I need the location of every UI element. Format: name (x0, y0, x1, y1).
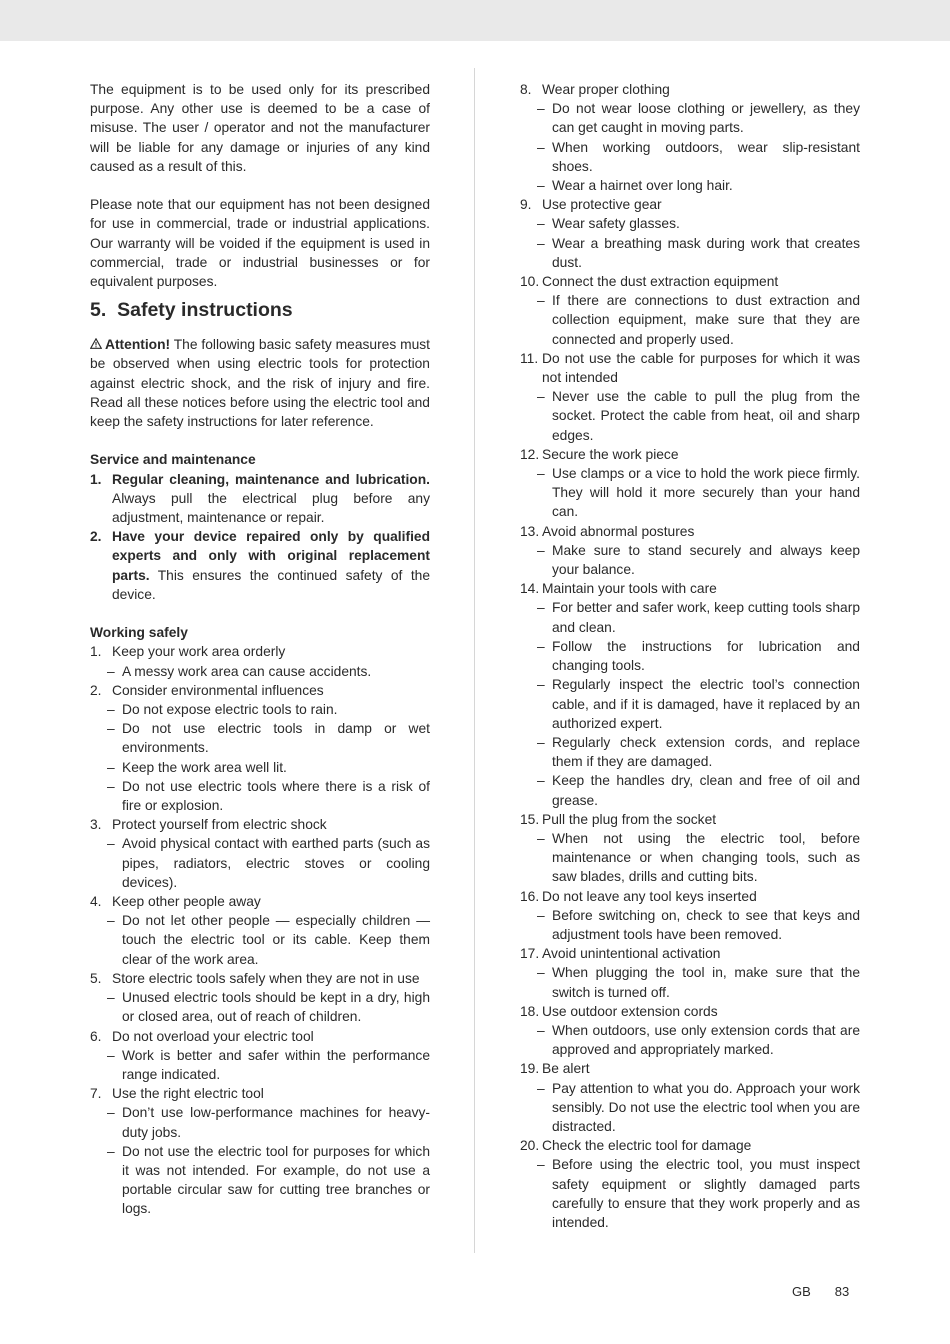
working-item (520, 272, 860, 349)
right-column (520, 80, 860, 1232)
working-item-header (520, 522, 860, 541)
working-subitem-text: A messy work area can cause accidents. (122, 663, 372, 679)
working-item-title: Keep your work area orderly (112, 644, 286, 660)
working-item-header (90, 681, 430, 700)
working-subitem-text: Keep the work area well lit. (122, 759, 287, 775)
working-item-number: 2. (90, 682, 102, 698)
dash-marker: – (107, 721, 115, 737)
working-item-number: 20. (520, 1138, 540, 1154)
working-item (520, 944, 860, 1002)
working-item (520, 579, 860, 809)
service-item-text: Always pull the electrical plug before any adjustment, maintenance or repair. (112, 490, 430, 526)
working-subitem (520, 291, 860, 349)
working-subitem-text: Don’t use low-performance machines for heavy-duty jobs. (122, 1105, 430, 1140)
working-item (520, 349, 860, 445)
working-subitem (520, 771, 860, 809)
dash-marker: – (537, 1022, 545, 1038)
working-item-number: 14. (520, 581, 540, 597)
warning-triangle-icon (90, 335, 105, 354)
working-item (90, 815, 430, 892)
working-subitem (90, 777, 430, 815)
working-subitem-text: Before switching on, check to see that keys and adjustment tools have been removed. (552, 907, 860, 942)
service-item-number: 1. (90, 471, 102, 487)
dash-marker: – (537, 677, 545, 693)
working-subitem (520, 214, 860, 233)
working-item-number: 8. (520, 82, 532, 97)
working-item-header (90, 1027, 430, 1046)
working-item (520, 1136, 860, 1232)
working-subitem-text: Wear safety glasses. (552, 216, 680, 232)
dash-marker: – (537, 1157, 545, 1173)
section-title: Safety instructions (117, 299, 293, 322)
working-subitem (520, 387, 860, 445)
working-item-number: 6. (90, 1028, 102, 1044)
working-item-title: Do not overload your electric tool (112, 1028, 314, 1044)
section-heading (90, 291, 430, 335)
dash-marker: – (537, 293, 545, 309)
working-subitem (90, 1046, 430, 1084)
working-subitem (90, 1103, 430, 1141)
working-item-title: Avoid abnormal postures (542, 523, 695, 539)
working-subitem-text: Keep the handles dry, clean and free of oil and grease. (552, 773, 860, 808)
working-item (520, 522, 860, 580)
dash-marker: – (537, 216, 545, 232)
working-item-header (520, 195, 860, 214)
intro-paragraph-1: The equipment is to be used only for its prescribed purpose. Any other use is deemed to be a case of misuse. The user / operator and not the manufacturer will be liable for any damage or injuries of any kind caused as a result of this. (90, 82, 430, 174)
working-subitem (520, 906, 860, 944)
working-item-title: Avoid unintentional activation (542, 946, 721, 962)
working-subitem-text: Regularly inspect the electric tool’s connection cable, and if it is damaged, have it replaced by an authorized expert. (552, 677, 860, 731)
dash-marker: – (537, 638, 545, 654)
working-subitem-text: Never use the cable to pull the plug from the socket. Protect the cable from heat, oil and sharp edges. (552, 389, 860, 443)
working-subitem-text: Avoid physical contact with earthed parts (such as pipes, radiators, electric stoves or cooling devices). (122, 836, 430, 890)
working-subitem (520, 675, 860, 733)
working-subitem (520, 963, 860, 1001)
working-item-header (90, 892, 430, 911)
working-item-header (520, 349, 860, 387)
dash-marker: – (537, 542, 545, 558)
working-subitem (520, 99, 860, 137)
working-subitem (520, 1155, 860, 1232)
working-item-header (520, 1136, 860, 1155)
working-subitem (90, 988, 430, 1026)
dash-marker: – (537, 101, 545, 117)
working-subitem (520, 598, 860, 636)
working-subitem-text: When working outdoors, wear slip-resistant shoes. (552, 139, 860, 174)
dash-marker: – (107, 1047, 115, 1063)
working-item-header (90, 1084, 430, 1103)
dash-marker: – (537, 139, 545, 155)
service-item-bold: Have your device repaired only by qualified experts and only with original replacement parts. (112, 529, 430, 583)
working-item (520, 445, 860, 522)
working-subitem (90, 758, 430, 777)
working-item (520, 1002, 860, 1060)
working-item-header (520, 445, 860, 464)
working-subitem-text: For better and safer work, keep cutting tools sharp and clean. (552, 600, 860, 635)
working-subitem-text: When outdoors, use only extension cords that are approved and appropriately marked. (552, 1022, 860, 1058)
working-heading: Working safely (90, 625, 188, 641)
working-subitem-text: Do not use electric tools where there is a risk of fire or explosion. (122, 778, 430, 814)
working-item-header (90, 969, 430, 988)
working-item-number: 9. (520, 197, 532, 213)
working-subitem (520, 138, 860, 176)
footer-language: GB (792, 1284, 811, 1299)
working-subitem-text: Do not wear loose clothing or jewellery, as they can get caught in moving parts. (552, 101, 860, 136)
attention-text: The following basic safety measures must be observed when using electric tools for protection against electric shock, and the risk of injury and fire. Read all these notices before using the electric tool and keep the safety instructions for later reference. (90, 337, 430, 430)
intro-paragraph-2: Please note that our equipment has not been designed for use in commercial, trade or industrial applications. Our warranty will be voided if the equipment is used in commercial, trade or industrial businesses or for equivalent purposes. (90, 197, 430, 290)
working-subitem-text: Do not use the electric tool for purposes for which it was not intended. For example, do not use a portable circular saw for cutting tree branches or logs. (122, 1143, 430, 1217)
dash-marker: – (107, 759, 115, 775)
working-item-title: Use outdoor extension cords (542, 1003, 718, 1019)
working-item-number: 10. (520, 274, 540, 290)
dash-marker: – (537, 734, 545, 750)
dash-marker: – (537, 466, 545, 482)
working-subitem-text: Wear a hairnet over long hair. (552, 178, 733, 194)
working-item (520, 810, 860, 887)
working-item-title: Keep other people away (112, 894, 261, 910)
working-subitem-text: If there are connections to dust extraction and collection equipment, make sure that they are connected and properly used. (552, 293, 860, 347)
working-item-header (520, 1002, 860, 1021)
working-item-title: Pull the plug from the socket (542, 811, 717, 827)
dash-marker: – (107, 778, 115, 794)
working-subitem-text: Pay attention to what you do. Approach your work sensibly. Do not use the electric tool when you are distracted. (552, 1080, 860, 1134)
working-item-header (520, 810, 860, 829)
working-item-title: Protect yourself from electric shock (112, 817, 327, 833)
working-subitem-text: When plugging the tool in, make sure that the switch is turned off. (552, 965, 860, 1000)
working-item-number: 7. (90, 1086, 102, 1102)
working-subitem-text: Do not use electric tools in damp or wet environments. (122, 721, 430, 756)
dash-marker: – (107, 702, 115, 718)
working-item-number: 17. (520, 946, 540, 962)
working-subitem-text: Do not expose electric tools to rain. (122, 702, 338, 718)
dash-marker: – (107, 913, 115, 929)
working-subitem (90, 662, 430, 681)
working-subitem-text: Wear a breathing mask during work that creates dust. (552, 235, 860, 270)
working-list-left (90, 642, 430, 1218)
working-item-header (90, 642, 430, 661)
dash-marker: – (537, 773, 545, 789)
working-subitem (90, 1142, 430, 1219)
working-item-number: 19. (520, 1061, 540, 1077)
dash-marker: – (537, 907, 545, 923)
working-item (90, 969, 430, 1027)
section-number: 5. (90, 299, 107, 322)
service-item (90, 527, 430, 604)
dash-marker: – (537, 965, 545, 981)
working-item-title: Connect the dust extraction equipment (542, 274, 779, 290)
working-subitem (90, 719, 430, 757)
working-item-number: 18. (520, 1003, 540, 1019)
working-item-title: Use protective gear (542, 197, 662, 213)
dash-marker: – (537, 178, 545, 194)
working-item (520, 80, 860, 195)
service-item-bold: Regular cleaning, maintenance and lubrication. (112, 471, 430, 487)
working-subitem (520, 1021, 860, 1059)
dash-marker: – (537, 830, 545, 846)
working-subitem (520, 829, 860, 887)
top-band (0, 0, 950, 41)
working-item (520, 195, 860, 272)
working-subitem (520, 1079, 860, 1137)
working-item-title: Check the electric tool for damage (542, 1138, 752, 1154)
dash-marker: – (107, 663, 115, 679)
working-item-number: 13. (520, 523, 540, 539)
left-column (90, 80, 430, 1219)
working-subitem-text: Follow the instructions for lubrication and changing tools. (552, 638, 860, 674)
working-subitem-text: When not using the electric tool, before maintenance or when changing tools, such as saw blades, drills and cutting bits. (552, 830, 860, 885)
working-item-title: Use the right electric tool (112, 1086, 264, 1102)
working-subitem-text: Use clamps or a vice to hold the work piece firmly. They will hold it more securely than your hand can. (552, 466, 860, 520)
page-footer (792, 1282, 849, 1301)
working-item-header (90, 815, 430, 834)
service-item-number: 2. (90, 529, 102, 545)
working-subitem-text: Make sure to stand securely and always keep your balance. (552, 542, 860, 578)
working-item (520, 887, 860, 945)
working-item-header (520, 1059, 860, 1078)
working-item (90, 892, 430, 969)
service-item (90, 470, 430, 528)
working-item-number: 12. (520, 446, 540, 462)
working-item (90, 1027, 430, 1085)
working-subitem (520, 464, 860, 522)
working-item-number: 15. (520, 811, 540, 827)
working-subitem (520, 234, 860, 272)
column-divider (474, 68, 475, 1253)
dash-marker: – (107, 1105, 115, 1121)
dash-marker: – (107, 990, 115, 1006)
dash-marker: – (107, 836, 115, 852)
dash-marker: – (107, 1143, 115, 1159)
working-item-header (520, 80, 860, 99)
working-subitem (520, 541, 860, 579)
working-subitem-text: Work is better and safer within the performance range indicated. (122, 1047, 430, 1082)
working-item-number: 16. (520, 888, 540, 904)
working-item-header (520, 944, 860, 963)
service-list (90, 470, 430, 604)
working-item-title: Do not leave any tool keys inserted (542, 888, 757, 904)
working-item-title: Be alert (542, 1061, 590, 1077)
working-subitem-text: Do not let other people — especially children — touch the electric tool or its cable. Keep them clear of the work area. (122, 913, 430, 967)
working-item-title: Consider environmental influences (112, 682, 324, 698)
dash-marker: – (537, 235, 545, 251)
working-subitem-text: Unused electric tools should be kept in a dry, high or closed area, out of reach of children. (122, 990, 430, 1025)
attention-paragraph (90, 335, 430, 431)
working-item-header (520, 887, 860, 906)
working-item (520, 1059, 860, 1136)
page-number: 83 (834, 1284, 850, 1299)
working-item-header (520, 579, 860, 598)
working-item-title: Do not use the cable for purposes for which it was not intended (542, 350, 860, 386)
service-heading: Service and maintenance (90, 452, 256, 468)
working-item-title: Store electric tools safely when they are not in use (112, 970, 420, 986)
working-subitem (520, 637, 860, 675)
working-item (90, 1084, 430, 1218)
working-item-number: 3. (90, 817, 102, 833)
working-subitem (520, 733, 860, 771)
working-item-title: Maintain your tools with care (542, 581, 717, 597)
attention-label: Attention! (105, 337, 171, 353)
working-subitem-text: Before using the electric tool, you must inspect safety equipment or slightly damaged parts carefully to ensure that they work properly and as intended. (552, 1157, 860, 1230)
working-item-number: 5. (90, 970, 102, 986)
dash-marker: – (537, 389, 545, 405)
working-item-header (520, 272, 860, 291)
working-subitem (90, 700, 430, 719)
dash-marker: – (537, 1080, 545, 1096)
working-subitem (90, 834, 430, 892)
working-item-number: 11. (520, 350, 539, 366)
service-item-text: This ensures the continued safety of the device. (112, 567, 430, 602)
working-item-number: 4. (90, 894, 102, 910)
working-subitem (520, 176, 860, 195)
working-item-title: Secure the work piece (542, 446, 679, 462)
dash-marker: – (537, 600, 545, 616)
working-item-title: Wear proper clothing (542, 82, 670, 97)
working-item (90, 681, 430, 815)
working-item (90, 642, 430, 680)
working-subitem (90, 911, 430, 969)
working-item-number: 1. (90, 644, 102, 660)
working-subitem-text: Regularly check extension cords, and replace them if they are damaged. (552, 734, 860, 770)
